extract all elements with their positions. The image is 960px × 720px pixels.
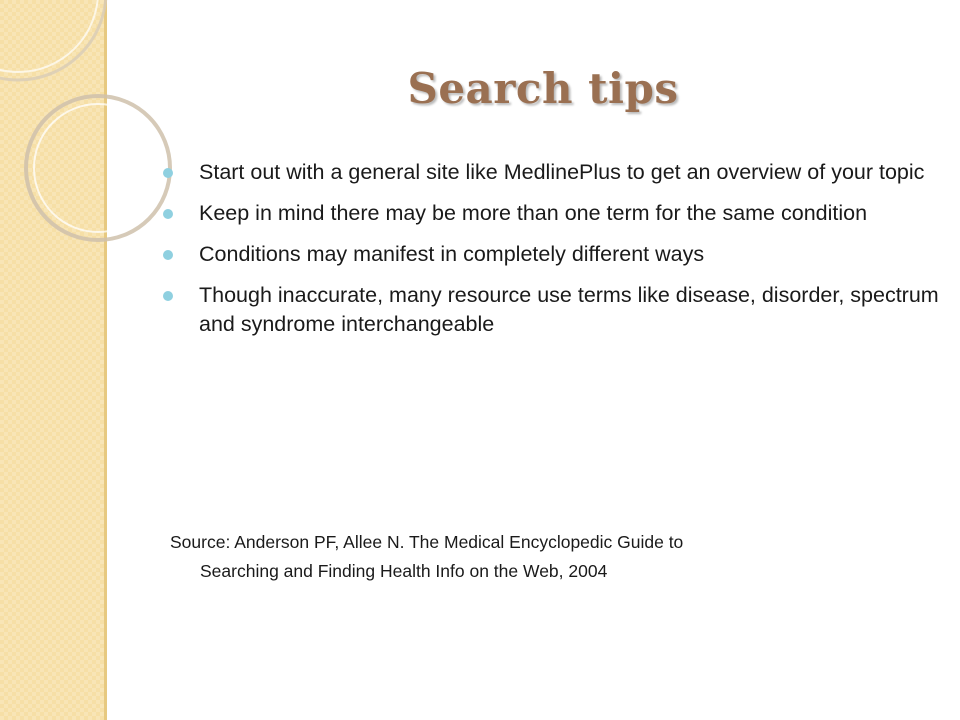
source-line-1: Source: Anderson PF, Allee N. The Medical Encyclopedic Guide to (170, 532, 684, 552)
bullet-list (160, 158, 940, 351)
bullet-text: Though inaccurate, many resource use terms like disease, disorder, spectrum and syndrome interchangeable (199, 283, 939, 336)
bullet-dot-icon (163, 291, 173, 301)
source-citation (170, 528, 890, 586)
decorative-circles (0, 0, 140, 260)
bullet-dot-icon (163, 209, 173, 219)
bullet-dot-icon (163, 250, 173, 260)
bullet-item (160, 281, 940, 339)
bullet-item (160, 240, 940, 269)
slide-title: Search tips (407, 64, 679, 113)
bullet-item (160, 199, 940, 228)
bullet-text: Keep in mind there may be more than one term for the same condition (199, 201, 868, 225)
bullet-text: Start out with a general site like MedlinePlus to get an overview of your topic (199, 160, 925, 184)
bullet-text: Conditions may manifest in completely different ways (199, 242, 705, 266)
bullet-item (160, 158, 940, 187)
source-line-2: Searching and Finding Health Info on the Web, 2004 (200, 561, 608, 581)
bullet-dot-icon (163, 168, 173, 178)
